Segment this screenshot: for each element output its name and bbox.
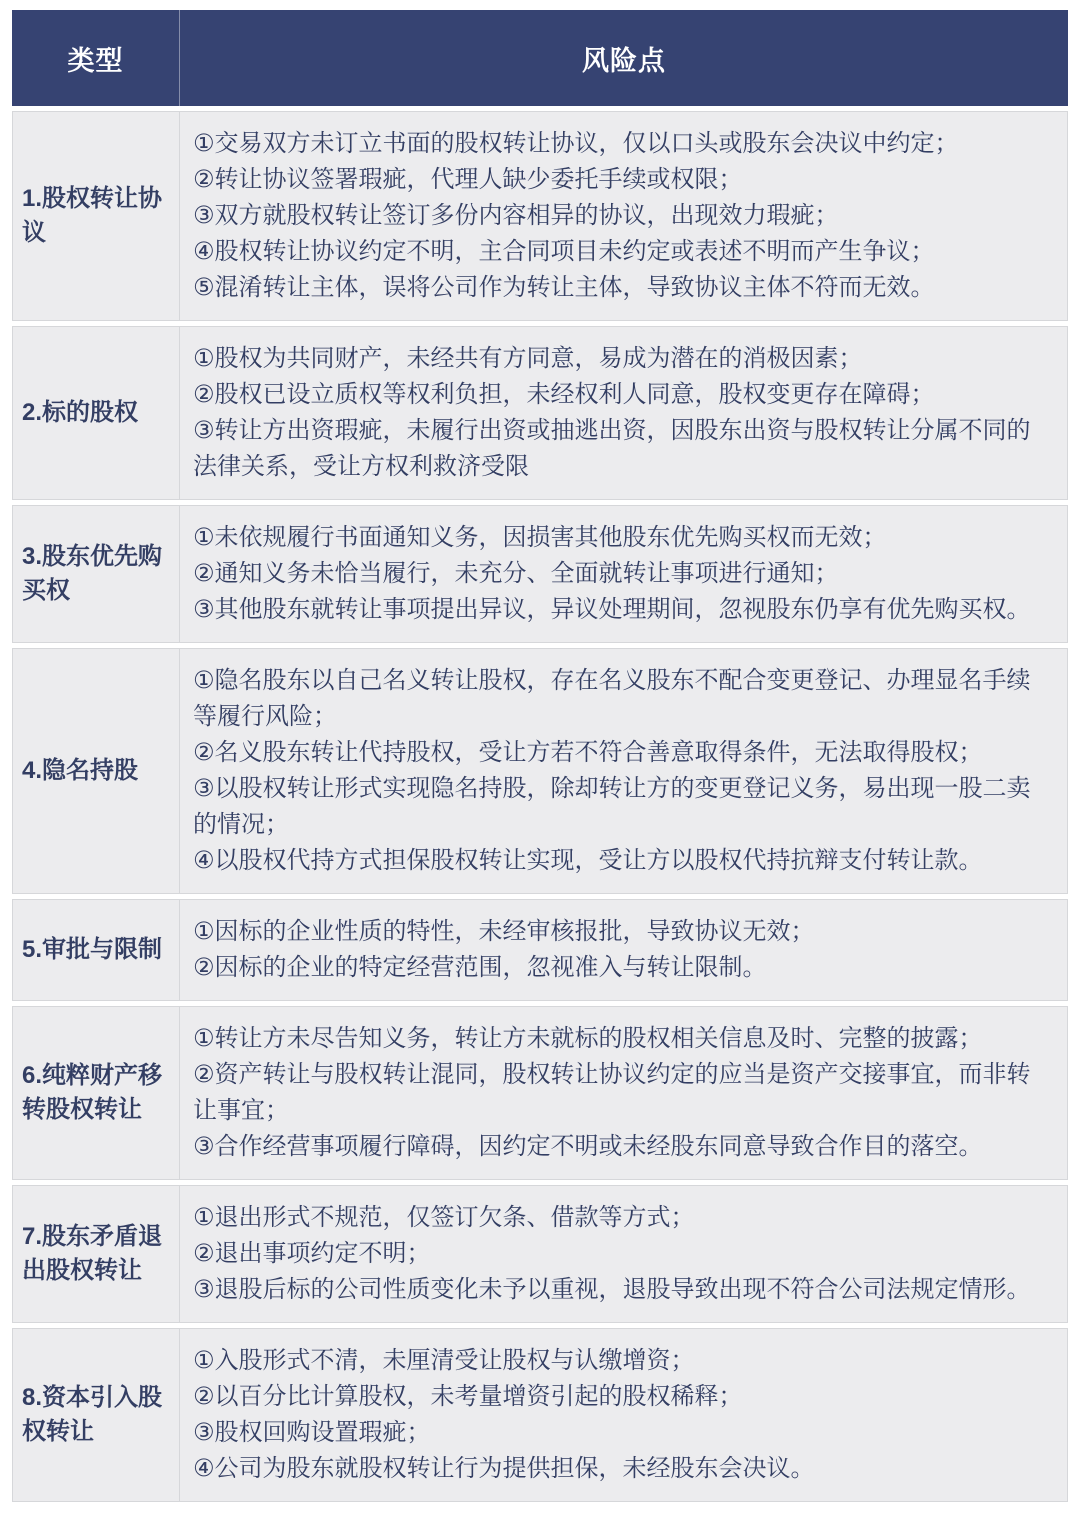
risk-point: ④股权转让协议约定不明，主合同项目未约定或表述不明而产生争议；: [193, 238, 935, 265]
type-cell: [13, 112, 180, 320]
type-label: 6.纯粹财产移转股权转让: [22, 1062, 163, 1123]
risk-cell: [180, 1329, 1067, 1501]
risk-point: ③双方就股权转让签订多份内容相异的协议，出现效力瑕疵；: [193, 202, 839, 229]
table-row: [12, 1185, 1068, 1323]
risk-cell: [180, 649, 1067, 893]
type-cell: [13, 506, 180, 642]
table-row: [12, 648, 1068, 894]
type-label: 7.股东矛盾退出股权转让: [22, 1223, 163, 1284]
risk-point: ①隐名股东以自己名义转让股权，存在名义股东不配合变更登记、办理显名手续等履行风险；: [193, 667, 1031, 730]
risk-point: ④以股权代持方式担保股权转让实现，受让方以股权代持抗辩支付转让款。: [193, 847, 983, 874]
table-row: [12, 899, 1068, 1001]
risk-point: ②退出事项约定不明；: [193, 1240, 431, 1267]
page: [0, 10, 1080, 1502]
risk-point: ②股权已设立质权等权利负担，未经权利人同意，股权变更存在障碍；: [193, 381, 935, 408]
risk-point: ①交易双方未订立书面的股权转让协议，仅以口头或股东会决议中约定；: [193, 130, 959, 157]
risk-point: ②转让协议签署瑕疵，代理人缺少委托手续或权限；: [193, 166, 743, 193]
risk-point: ②因标的企业的特定经营范围，忽视准入与转让限制。: [193, 954, 767, 981]
risk-point: ②以百分比计算股权，未考量增资引起的股权稀释；: [193, 1383, 743, 1410]
risk-point: ③股权回购设置瑕疵；: [193, 1419, 431, 1446]
type-label: 2.标的股权: [22, 399, 139, 426]
risk-cell: [180, 1007, 1067, 1179]
risk-point: ③退股后标的公司性质变化未予以重视，退股导致出现不符合公司法规定情形。: [193, 1276, 1031, 1303]
type-label: 4.隐名持股: [22, 757, 139, 784]
risk-point: ①未依规履行书面通知义务，因损害其他股东优先购买权而无效；: [193, 524, 887, 551]
table-row: [12, 326, 1068, 500]
type-label: 1.股权转让协议: [22, 185, 163, 246]
type-cell: [13, 649, 180, 893]
risk-point: ①因标的企业性质的特性，未经审核报批，导致协议无效；: [193, 918, 815, 945]
type-cell: [13, 1329, 180, 1501]
risk-point: ④公司为股东就股权转让行为提供担保，未经股东会决议。: [193, 1455, 815, 1482]
column-header-type: 类型: [12, 10, 180, 106]
risk-point: ①股权为共同财产，未经共有方同意，易成为潜在的消极因素；: [193, 345, 863, 372]
risk-table: [12, 10, 1068, 1502]
risk-cell: [180, 112, 1067, 320]
risk-point: ①退出形式不规范，仅签订欠条、借款等方式；: [193, 1204, 695, 1231]
table-row: [12, 1328, 1068, 1502]
risk-cell: [180, 900, 1067, 1000]
risk-point: ③转让方出资瑕疵，未履行出资或抽逃出资，因股东出资与股权转让分属不同的法律关系，受让方权利救济受限: [193, 417, 1031, 480]
risk-point: ③其他股东就转让事项提出异议，异议处理期间，忽视股东仍享有优先购买权。: [193, 596, 1031, 623]
risk-point: ②通知义务未恰当履行，未充分、全面就转让事项进行通知；: [193, 560, 839, 587]
risk-point: ②资产转让与股权转让混同，股权转让协议约定的应当是资产交接事宜，而非转让事宜；: [193, 1061, 1031, 1124]
table-row: [12, 505, 1068, 643]
risk-point: ③以股权转让形式实现隐名持股，除却转让方的变更登记义务，易出现一股二卖的情况；: [193, 775, 1031, 838]
type-cell: [13, 1186, 180, 1322]
risk-point: ⑤混淆转让主体，误将公司作为转让主体，导致协议主体不符而无效。: [193, 274, 935, 301]
type-label: 5.审批与限制: [22, 936, 163, 963]
risk-point: ①转让方未尽告知义务，转让方未就标的股权相关信息及时、完整的披露；: [193, 1025, 983, 1052]
table-body: [12, 111, 1068, 1502]
risk-cell: [180, 1186, 1067, 1322]
column-header-risk: 风险点: [582, 45, 666, 76]
table-header: [12, 10, 1068, 106]
risk-point: ③合作经营事项履行障碍，因约定不明或未经股东同意导致合作目的落空。: [193, 1133, 983, 1160]
risk-cell: [180, 327, 1067, 499]
risk-point: ②名义股东转让代持股权，受让方若不符合善意取得条件，无法取得股权；: [193, 739, 983, 766]
type-cell: [13, 1007, 180, 1179]
type-label: 3.股东优先购买权: [22, 543, 163, 604]
type-label: 8.资本引入股权转让: [22, 1384, 163, 1445]
risk-point: ①入股形式不清，未厘清受让股权与认缴增资；: [193, 1347, 695, 1374]
type-cell: [13, 327, 180, 499]
table-row: [12, 1006, 1068, 1180]
risk-cell: [180, 506, 1067, 642]
table-row: [12, 111, 1068, 321]
type-cell: [13, 900, 180, 1000]
